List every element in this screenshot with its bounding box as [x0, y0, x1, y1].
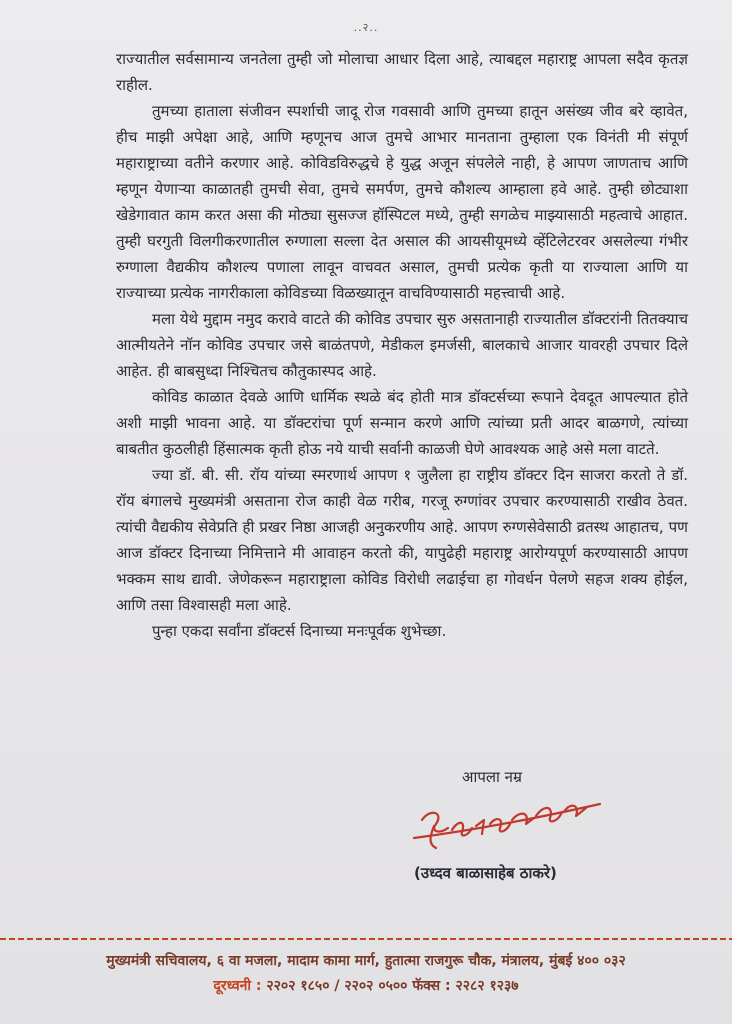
- paragraph-4: कोविड काळात देवळे आणि धार्मिक स्थळे बंद होती मात्र डॉक्टर्सच्या रूपाने देवदूत आपल्यात होते अशी माझी भावना आहे. या डॉक्टरांचा पूर्ण सन्मान करणे आणि त्यांच्या प्रती आदर बाळगणे, त्यांच्या बाबतीत कुठलीही हिंसात्मक कृती होऊ नये याची सर्वानी काळजी घेणे आवश्यक आहे असे मला वाटते.: [116, 388, 688, 458]
- paragraph-3: मला येथे मुद्दाम नमुद करावे वाटते की कोविड उपचार सुरु असतानाही राज्यातील डॉक्टरांनी तितक्याच आत्मीयतेने नॉन कोविड उपचार जसे बाळंतपणे, मेडीकल इमर्जसी, बालकाचे आजार यावरही उपचार दिले आहेत. ही बाबसुध्दा निश्चितच कौतुकास्पद आहे.: [116, 310, 688, 380]
- footer-address: मुख्यमंत्री सचिवालय, ६ वा मजला, मादाम कामा मार्ग, हुतात्मा राजगुरू चौक, मंत्रालय, मुंबई ४०० ०३२: [106, 953, 626, 969]
- phone-number: २२०२ १८५० / २२०२ ०५०० फॅक्स : २२८२ १२३७: [266, 978, 519, 994]
- footer-divider: [0, 938, 732, 940]
- paragraph-2: तुमच्या हाताला संजीवन स्पर्शाची जादू रोज गवसावी आणि तुमच्या हातून असंख्य जीव बरे व्हावेत, हीच माझी अपेक्षा आहे, आणि म्हणूनच आज तुमचे आभार मानताना तुम्हाला एक विनंती मी संपूर्ण महाराष्ट्राच्या वतीने करणार आहे. कोविडविरुद्धचे हे युद्ध अजून संपलेले नाही, हे आपण जाणताच आणि म्हणून येणाऱ्या काळातही तुमची सेवा, तुमचे समर्पण, तुमचे कौशल्य आम्हाला हवे आहे. तुम्ही छोट्याशा खेडेगावात काम करत असा की मोठ्या सुसज्ज हॉस्पिटल मध्ये, तुम्ही सगळेच माझ्यासाठी महत्वाचे आहात. तुम्ही घरगुती विलगीकरणातील रुग्णाला सल्ला देत असाल की आयसीयूमध्ये व्हेंटिलेटरवर असलेल्या गंभीर रुग्णाला वैद्यकीय कौशल्य पणाला लावून वाचवत असाल, तुमची प्रत्येक कृती या राज्याला आणि या राज्याच्या प्रत्येक नागरीकाला कोविडच्या विळख्यातून वाचविण्यासाठी महत्त्वाची आहे.: [116, 102, 688, 302]
- closing-salutation: आपला नम्र: [462, 768, 522, 786]
- paragraph-5: ज्या डॉ. बी. सी. रॉय यांच्या स्मरणार्थ आपण १ जुलैला हा राष्ट्रीय डॉक्टर दिन साजरा करतो ते डॉ. रॉय बंगालचे मुख्यमंत्री असताना रोज काही वेळ गरीब, गरजू रुग्णांवर उपचार करण्यासाठी राखीव ठेवत. त्यांची वैद्यकीय सेवेप्रति ही प्रखर निष्ठा आजही अनुकरणीय आहे. आपण रुग्णसेवेसाठी व्रतस्थ आहातच, पण आज डॉक्टर दिनाच्या निमित्ताने मी आवाहन करतो की, यापुढेही महाराष्ट्र आरोग्यपूर्ण करण्यासाठी आपण भक्कम साथ द्यावी. जेणेकरून महाराष्ट्राला कोविड विरोधी लढाईचा हा गोवर्धन पेलणे सहज शक्य होईल, आणि तसा विश्वासही मला आहे.: [116, 466, 688, 614]
- paragraph-1: राज्यातील सर्वसामान्य जनतेला तुम्ही जो मोलाचा आधार दिला आहे, त्याबद्दल महाराष्ट्र आपला सदैव कृतज्ञ राहील.: [116, 50, 688, 94]
- paragraph-6: पुन्हा एकदा सर्वांना डॉक्टर्स दिनाच्या मनःपूर्वक शुभेच्छा.: [152, 622, 447, 640]
- footer-phone: [0, 976, 732, 995]
- phone-label: दूरध्वनी :: [213, 978, 262, 994]
- letter-body: [116, 46, 688, 644]
- signer-name: (उध्दव बाळासाहेब ठाकरे): [414, 864, 557, 882]
- handwritten-signature: [400, 790, 610, 860]
- page-number: ..२..: [353, 21, 379, 34]
